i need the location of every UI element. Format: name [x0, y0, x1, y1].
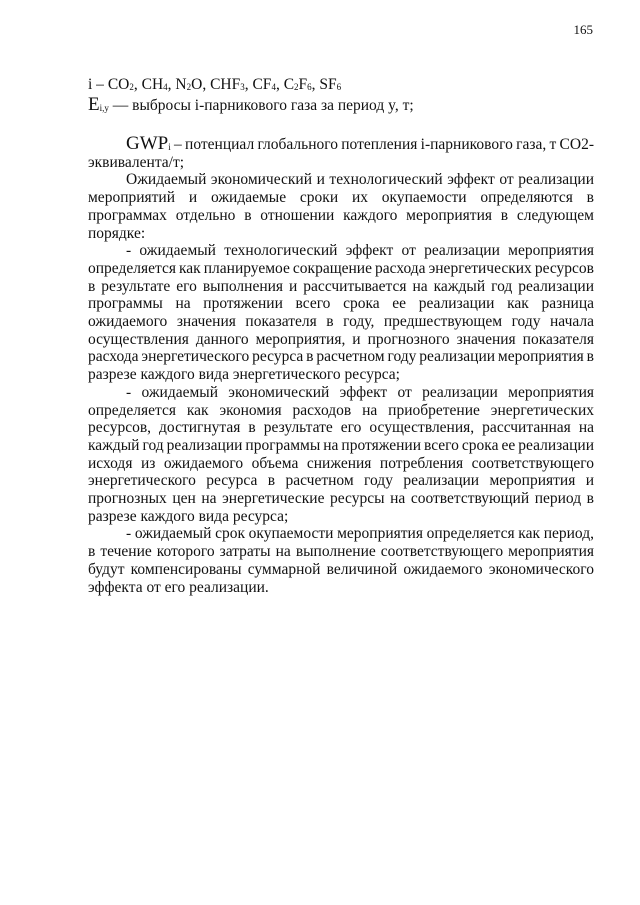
- page-number: 165: [573, 22, 593, 37]
- gas-subscript: 2: [294, 82, 299, 92]
- gas-post: F: [298, 76, 308, 93]
- paragraph-line: программы на протяжении всего срока ее реализации как разница: [88, 295, 594, 313]
- paragraph-line: Ожидаемый экономический и технологический эффект от реализации: [126, 171, 594, 189]
- gas-formula: [108, 76, 142, 93]
- gas-separator: ,: [311, 76, 320, 93]
- paragraph-line: порядке:: [88, 224, 146, 242]
- gas-subscript: 4: [163, 82, 168, 92]
- gwp-symbol: GWP: [126, 133, 169, 154]
- paragraph-line: в результате его выполнения и рассчитывается на каждый год реализации: [88, 277, 594, 295]
- gas-formula: [319, 76, 341, 93]
- gas-base: CF: [252, 76, 272, 93]
- paragraph-line: определяется как планируемое сокращение расхода энергетических ресурсов: [88, 259, 594, 277]
- gas-base: C: [283, 76, 295, 93]
- paragraph-line: энергетического ресурса в расчетном году реализации мероприятия и: [88, 472, 594, 490]
- paragraph-line: - ожидаемый срок окупаемости мероприятия определяется как период,: [126, 525, 594, 543]
- paragraph-line: определяется как экономия расходов на приобретение энергетических: [88, 401, 594, 419]
- gas-formula: [284, 76, 320, 93]
- emissions-text: — выбросы i-парникового газа за период y, т;: [108, 97, 414, 114]
- paragraph-line: разрезе каждого вида ресурса;: [88, 507, 289, 525]
- paragraph-line: осуществления данного мероприятия, и прогнозного значения показателя: [88, 330, 594, 348]
- gas-separator: ,: [202, 76, 211, 93]
- paragraph-line: ожидаемого значения показателя в году, предшествующем году начала: [88, 313, 594, 331]
- gas-subscript: 2: [186, 82, 192, 92]
- gas-subscript: 2: [129, 82, 134, 92]
- gas-base: CHF: [210, 76, 241, 93]
- document-body: [88, 135, 594, 596]
- paragraph-line: - ожидаемый экономический эффект от реализации мероприятия: [126, 383, 594, 401]
- gas-subscript: 6: [307, 82, 312, 92]
- gas-subscript: 3: [240, 82, 245, 92]
- gas-separator: ,: [167, 76, 176, 93]
- gwp-subscript: i: [168, 142, 171, 152]
- emissions-subscript: i,y: [99, 103, 109, 113]
- paragraph-line: расхода энергетического ресурса в расчетном году реализации мероприятия в: [88, 348, 594, 366]
- paragraph-line: будут компенсированы суммарной величиной ожидаемого экономического: [88, 560, 594, 578]
- gas-post: O: [191, 76, 203, 93]
- paragraph-line: каждый год реализации программы на протяжении всего срока ее реализации: [88, 436, 594, 454]
- paragraph-line: мероприятий и ожидаемые сроки их окупаемости определяются в: [88, 189, 594, 207]
- paragraph-line: программах отдельно в отношении каждого мероприятия в следующем: [88, 206, 594, 224]
- paragraph-line: в течение которого затраты на выполнение соответствующего мероприятия: [88, 543, 594, 561]
- emissions-definition: [88, 94, 414, 116]
- paragraph-line: эффекта от его реализации.: [88, 578, 269, 596]
- gas-base: SF: [319, 76, 337, 93]
- gas-formula: [252, 76, 283, 93]
- gas-formula: [142, 76, 176, 93]
- paragraph-line: исходя из ожидаемого объема снижения потребления соответствующего: [88, 454, 594, 472]
- paragraph-line: прогнозных цен на энергетические ресурсы на соответствующий период в: [88, 490, 594, 508]
- paragraph-line: эквивалента/т;: [88, 153, 185, 171]
- gas-list: [88, 76, 341, 94]
- gas-separator: ,: [133, 76, 142, 93]
- gas-base: CH: [141, 76, 164, 93]
- gas-formula: [175, 76, 210, 93]
- gas-separator: ,: [275, 76, 284, 93]
- gas-subscript: 4: [271, 82, 276, 92]
- gas-separator: ,: [244, 76, 253, 93]
- gas-items: [108, 76, 341, 93]
- paragraph-line: - ожидаемый технологический эффект от реализации мероприятия: [126, 242, 594, 260]
- paragraph-line: разрезе каждого вида энергетического ресурса;: [88, 366, 400, 384]
- emissions-symbol: E: [88, 94, 100, 115]
- gas-base: CO: [107, 76, 130, 93]
- paragraph-line: ресурсов, достигнутая в результате его осуществления, рассчитанная на: [88, 419, 594, 437]
- gwp-definition: [88, 135, 594, 154]
- gas-formula: [210, 76, 252, 93]
- gwp-text: – потенциал глобального потепления i-парникового газа, т CO2-: [170, 136, 594, 153]
- gas-base: N: [175, 76, 187, 93]
- gas-list-prefix: i –: [88, 76, 108, 93]
- gas-subscript: 6: [336, 82, 342, 92]
